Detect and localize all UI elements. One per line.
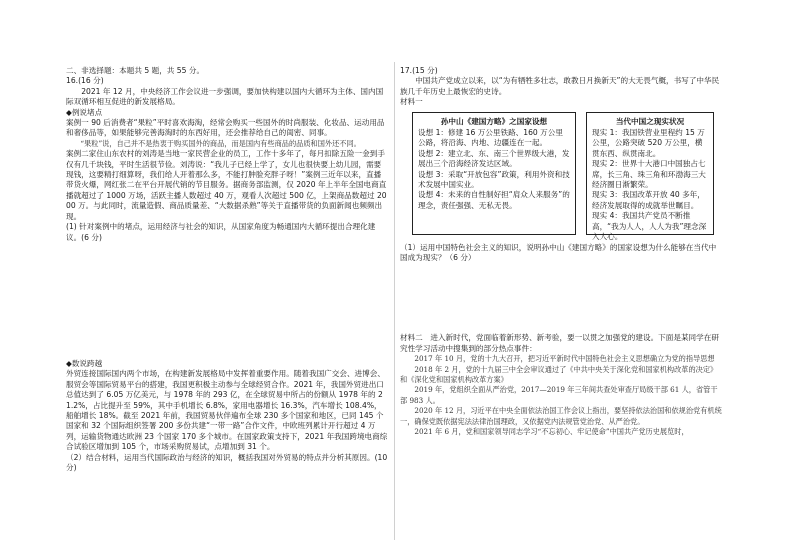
plan-item: 设想 1：修建 16 万公里铁路、160 万公里公路，将沿海、内地、边疆连在一起。 — [418, 128, 563, 148]
question-17-part-1: （1）运用中国特色社会主义的知识，说明孙中山《建国方略》的国家设想为什么能够在当代中国成为现实？（6 分） — [400, 242, 717, 263]
reality-item: 现实 3：我国改革开放 40 多年，经济发展取得的成就举世瞩目。 — [592, 190, 705, 210]
event-item: 2019 年，党组织全面从严治党，2017—2019 年三年间共查处审查厅局级干部 61 人，省管干部 983 人。 — [400, 385, 718, 405]
reality-item: 现实 4：我国共产党员不断推高，“我为人人，人人为我”理念深入人心。 — [592, 211, 707, 242]
reality-item: 现实 1：我国铁营业里程约 15 万公里，公路突破 520 万公里，横贯东西、纵贯南北。 — [592, 128, 705, 158]
foreign-trade-paragraph: 外贸连接国际国内两个市场，在构建新发展格局中发挥着重要作用。随着我国广交会、进博会、服贸会等国际贸易平台的搭建，我国更积极主动参与全球经贸合作。2021 年，我国外贸进出口总值达到了 6.05 万亿美元，与 1978 年的 293 亿，在全球贸易中所占的份额从 1978 年的 21.2%，占比提升至 59%，其中手机增长 6.8%，家用电器增长 16.3%，汽车增长 108.4%，船舶增长 18%。截至 2021 年前，我国贸易伙伴遍布全球 230 多个国家和地区，已同 145 个国家和 32 个国际组织签署 200 多份共建“一带一路”合作文件，中欧班列累计开行超过 4 万列，运输货物通达欧洲 23 个国家 170 多个城市。在国家政策支持下，2021 年我国跨境电商综合试验区增加到 105 个，市场采购贸易试，点增加到 31 个。 — [66, 369, 388, 452]
question-16-intro: 2021 年 12 月，中央经济工作会议进一步强调，要加快构建以国内大循环为主体、国内国际双循环相互促进的新发展格局。 — [66, 86, 384, 107]
plan-box-title: 孙中山《建国方略》之国家设想 — [440, 116, 548, 126]
comparison-boxes — [400, 112, 722, 242]
right-column — [400, 66, 722, 438]
material-two: 材料二 进入新时代，党面临着新形势、新考验，要一以贯之加强党的建设。下面是某同学在研究性学习活动中搜集到的部分热点事件： — [400, 333, 719, 353]
heading-data-leap: ◆数说跨越 — [66, 358, 103, 368]
reality-box-title: 当代中国之现实状况 — [615, 116, 685, 126]
case-one-quote: “果粒”说，自己并不是热衷于购买国外的商品，而是国内有些商品的品质和国外还不同。 — [80, 138, 361, 148]
event-item: 2018 年 2 月，党的十九届三中全会审议通过了《中共中央关于深化党和国家机构改革的决定》和《深化党和国家机构改革方案》 — [400, 364, 718, 385]
question-16-part-2: （2）结合材料，运用当代国际政治与经济的知识，概括我国对外贸易的特点并分析其原因。(10 分) — [66, 452, 388, 472]
case-one-paragraph: 案例一 90 后消费者“果粒”平时喜欢海淘，经常会购买一些国外的时尚服装、化妆品、运动用品和奢侈品等，如果能够完善海淘时的东西好用，还会推荐给自己的闺密、同事。 — [66, 118, 385, 138]
question-17-number: 17.(15 分) — [400, 66, 438, 75]
left-column — [66, 66, 388, 473]
plan-item: 设想 4：未来的自性制好担“肩众人来服务”的理念，责任强强、无私无畏。 — [418, 190, 570, 210]
column-divider — [394, 62, 395, 540]
contemporary-reality-box — [586, 112, 714, 242]
material-one-label: 材料一 — [400, 97, 423, 107]
section-title: 二、非选择题：本题共 5 题，共 55 分。 — [66, 66, 205, 75]
event-item: 2017 年 10 月，党的十九大召开，把习近平新时代中国特色社会主义思想确立为党的指导思想 — [414, 354, 715, 364]
plan-item: 设想 3：采取“开放包容”政策，利用外资和技术发展中国实业。 — [418, 169, 570, 190]
sun-yatsen-plan-box — [412, 112, 576, 235]
question-16-part-1: (1) 针对案例中的堵点，运用经济与社会的知识，从国家角度为畅通国内大循环提出合理化建议。(6 分) — [66, 222, 376, 242]
heading-blockages: ◆例说堵点 — [66, 107, 103, 117]
plan-item: 设想 2：建立北、东、南三个世界级大港，发展出三个沿海经济发达区域。 — [418, 148, 570, 169]
answer-space — [66, 243, 388, 359]
question-16-number: 16.(16 分) — [66, 76, 104, 86]
event-item: 2021 年 6 月，党和国家领导同志学习“不忘初心、牢记使命”中国共产党历史展览时， — [414, 427, 689, 437]
answer-space — [400, 263, 722, 333]
event-item: 2020 年 12 月，习近平在中央全面依法治国工作会议上指出，要坚持依法治国和依规治党有机统一，确保党既依据宪法法律治国理政，又依据党内法规管党治党、从严治党。 — [400, 406, 722, 426]
case-two-three-paragraph: 案例二家住山东农村的刘涛是当地一家民营企业的员工，工作十多年了，每月扣除五险一金到手仅有几千块钱，平时生活很节俭。刘涛说：“我儿子已经上学了，女儿也很快要上幼儿园，需要现钱，这要精打细算呀，我们给人开着那么多，不能打肿脸充胖子呀！”案例三近年以来，直播带货火爆，网红张二在平台开展代销的节目服务。据商务部监测，仅 2020 年上半年全国电商直播就超过了 1000 万场，活跃主播人数超过 40 万，观看人次超过 500 亿，上架商品数超过 2000 万。与此同时，流量造假、商品质量差、“大数据杀熟”等关于直播带货的负面新闻也频频出现。 — [66, 149, 387, 221]
reality-item: 现实 2：世界十大港口中国独占七席，长三角、珠三角和环渤海三大经济圈日渐繁荣。 — [592, 159, 706, 190]
question-17-intro: 中国共产党成立以来，以“为有牺牲多壮志，敢教日月换新天”的大无畏气概，书写了中华民族几千年历史上最恢宏的史诗。 — [400, 76, 720, 96]
